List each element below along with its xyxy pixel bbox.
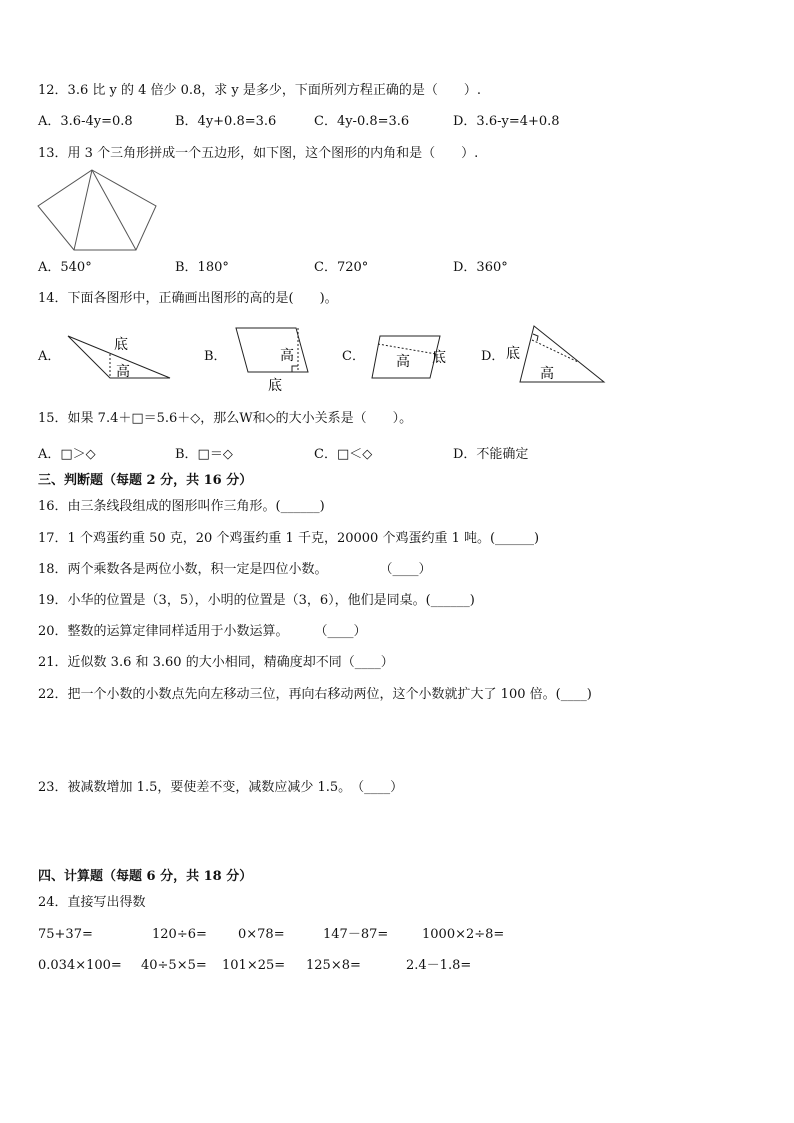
judge-item-20: 20．整数的运算定律同样适用于小数运算。 （____） xyxy=(38,624,367,639)
section-4-title: 四、计算题（每题 6 分，共 18 分） xyxy=(38,869,253,884)
q14-figure-c xyxy=(370,332,462,384)
q13-option-c: C．720° xyxy=(314,260,369,275)
calc-1-1: 75+37= xyxy=(38,927,93,942)
judge-item-18: 18．两个乘数各是两位小数，积一定是四位小数。 （____） xyxy=(38,562,432,577)
calc-1-4: 147－87= xyxy=(323,927,389,942)
section-3-title: 三、判断题（每题 2 分，共 16 分） xyxy=(38,473,253,488)
q14-option-b: B． xyxy=(204,349,227,364)
q14-option-d: D． xyxy=(481,349,505,364)
q12-option-c: C．4y-0.8=3.6 xyxy=(314,114,410,129)
q12-option-a: A．3.6-4y=0.8 xyxy=(38,114,133,129)
right-angle-mark-d xyxy=(533,334,538,341)
judge-item-19: 19．小华的位置是（3，5），小明的位置是（3，6），他们是同桌。(______) xyxy=(38,593,475,608)
calc-2-1: 0.034×100= xyxy=(38,958,122,973)
judge-item-23: 23．被减数增加 1.5，要使差不变，减数应减少 1.5。 （____） xyxy=(38,780,404,795)
q15-option-b: B．□＝◇ xyxy=(175,447,233,462)
label-base-d: 底 xyxy=(506,346,520,362)
calc-1-5: 1000×2÷8= xyxy=(422,927,505,942)
judge-item-22: 22．把一个小数的小数点先向左移动三位，再向右移动两位，这个小数就扩大了 100 倍。(____) xyxy=(38,687,592,702)
q15-option-a: A．□＞◇ xyxy=(38,447,96,462)
q13-option-b: B．180° xyxy=(175,260,229,275)
label-base-b: 底 xyxy=(268,378,282,394)
q15-option-c: C．□＜◇ xyxy=(314,447,373,462)
q14-figure-d xyxy=(504,322,608,386)
label-height-c: 高 xyxy=(396,354,410,370)
calc-2-4: 125×8= xyxy=(306,958,361,973)
calc-1-3: 0×78= xyxy=(238,927,285,942)
label-base-c: 底 xyxy=(432,350,446,366)
judge-item-16: 16．由三条线段组成的图形叫作三角形。(______) xyxy=(38,499,325,514)
q14-figure-a xyxy=(64,330,176,384)
q13-option-d: D．360° xyxy=(453,260,508,275)
height-line-c xyxy=(378,344,436,354)
judge-item-17: 17．1 个鸡蛋约重 50 克，20 个鸡蛋约重 1 千克，20000 个鸡蛋约重 1 吨。(______) xyxy=(38,531,540,546)
q13-stem: 13．用 3 个三角形拼成一个五边形，如下图，这个图形的内角和是（ ）. xyxy=(38,146,479,161)
q15-option-d: D．不能确定 xyxy=(453,447,529,462)
label-height-b: 高 xyxy=(280,348,294,364)
judge-item-21: 21．近似数 3.6 和 3.60 的大小相同，精确度却不同（____） xyxy=(38,655,394,670)
right-angle-mark-b xyxy=(292,366,298,372)
q14-option-c: C． xyxy=(342,349,365,364)
q12-option-d: D．3.6-y=4+0.8 xyxy=(453,114,560,129)
calc-1-2: 120÷6= xyxy=(152,927,207,942)
parallelogram-b xyxy=(236,328,308,372)
q14-figure-b xyxy=(230,324,314,396)
calc-2-2: 40÷5×5= xyxy=(141,958,207,973)
q12-option-b: B．4y+0.8=3.6 xyxy=(175,114,277,129)
q15-stem: 15．如果 7.4＋□＝5.6＋◇，那么W和◇的大小关系是（ ）。 xyxy=(38,411,413,426)
label-height-d: 高 xyxy=(540,366,554,382)
q13-option-a: A．540° xyxy=(38,260,92,275)
q12-stem: 12．3.6 比 y 的 4 倍少 0.8，求 y 是多少，下面所列方程正确的是（ ）. xyxy=(38,83,482,98)
q14-option-a: A． xyxy=(38,349,61,364)
label-height-a: 高 xyxy=(116,364,130,380)
pentagon-outline xyxy=(38,170,156,250)
calc-2-5: 2.4－1.8= xyxy=(406,958,472,973)
label-base-a: 底 xyxy=(114,337,128,353)
pentagon-diagonal-1 xyxy=(74,170,92,250)
pentagon-figure xyxy=(34,166,162,254)
q14-stem: 14．下面各图形中，正确画出图形的高的是( )。 xyxy=(38,291,338,306)
q24-stem: 24．直接写出得数 xyxy=(38,895,146,910)
calc-2-3: 101×25= xyxy=(222,958,286,973)
